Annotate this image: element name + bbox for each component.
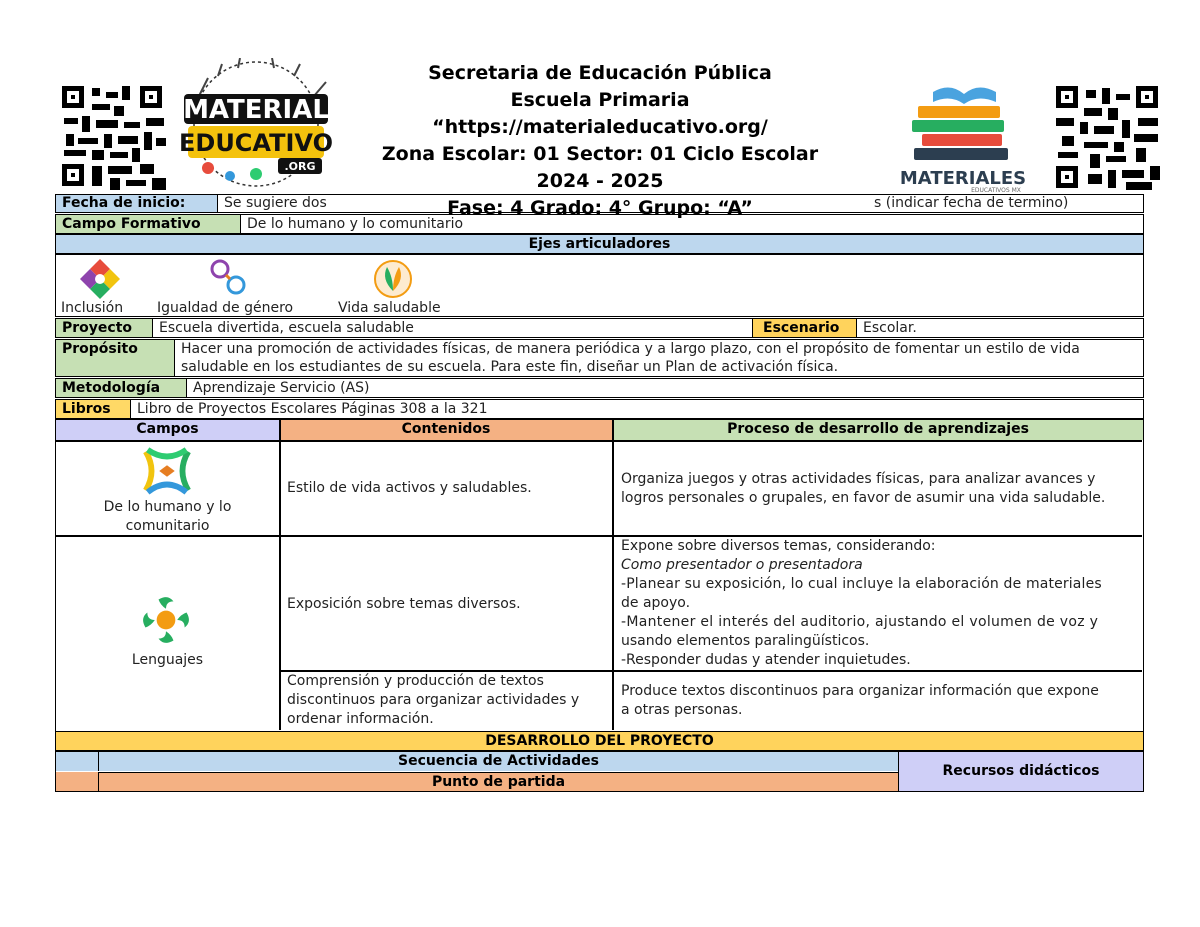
proposito-row (55, 339, 1144, 377)
campo-humano-label (56, 498, 279, 536)
materiales-educativos-logo (878, 80, 1048, 192)
punto-marker (56, 772, 98, 791)
metodologia-value: Aprendizaje Servicio (AS) (186, 379, 1143, 397)
contenido-estilo-vida: Estilo de vida activos y saludables. (287, 480, 532, 496)
secuencia-title: Secuencia de Actividades (98, 752, 898, 771)
contenido3-line-1: Comprensión y producción de textos (287, 673, 544, 689)
proceso2-line-6: usando elementos paralingüísticos. (621, 633, 870, 649)
metodologia-row (55, 378, 1144, 398)
header-contenidos: Contenidos (280, 420, 612, 440)
campo-humano-line-2: comunitario (125, 518, 210, 534)
campo-humano-line-1: De lo humano y lo (103, 499, 232, 515)
material-educativo-logo (178, 58, 334, 190)
header-line-4: Zona Escolar: 01 Sector: 01 Ciclo Escolar (381, 143, 819, 165)
proyecto-label: Proyecto (56, 319, 152, 337)
proceso2-line-1: Expone sobre diversos temas, considerando: (621, 538, 936, 554)
logo-text-educativos: EDUCATIVOS MX (971, 187, 1021, 192)
ejes-header (55, 234, 1144, 254)
logo-text-material: MATERIAL (183, 95, 329, 125)
proposito-line-2: saludable en los estudiantes de su escuela. Para este fin, diseñar un Plan de activación física. (181, 359, 839, 375)
libros-value: Libro de Proyectos Escolares Páginas 308 a la 321 (130, 400, 1143, 418)
header-line-6: Fase: 4 Grado: 4° Grupo: “A” (447, 197, 753, 219)
escenario-label: Escenario (752, 319, 856, 337)
libros-label: Libros (56, 400, 130, 418)
proyecto-value: Escuela divertida, escuela saludable (152, 319, 752, 337)
recursos-didacticos: Recursos didácticos (898, 752, 1143, 791)
libros-row (55, 399, 1144, 419)
header-line-2: Escuela Primaria (510, 89, 690, 111)
igualdad-genero-icon (206, 255, 250, 299)
humano-comunitario-icon (138, 442, 196, 500)
eje-inclusion: Inclusión (61, 300, 124, 316)
secuencia-marker (56, 752, 98, 771)
desarrollo-header (55, 731, 1144, 751)
header-proceso: Proceso de desarrollo de aprendizajes (613, 420, 1143, 440)
lenguajes-icon (138, 592, 194, 648)
proceso2-line-5: -Mantener el interés del auditorio, ajustando el volumen de voz y (621, 614, 1099, 630)
fecha-row (55, 194, 1144, 213)
secuencia-block (55, 751, 1144, 792)
fecha-label: Fecha de inicio: (56, 195, 217, 212)
proyecto-row (55, 318, 1144, 338)
campos-grid (55, 419, 1144, 732)
header-line-5: 2024 - 2025 (536, 170, 664, 192)
campo-formativo-row (55, 214, 1144, 234)
contenido-exposicion: Exposición sobre temas diversos. (287, 596, 521, 612)
campo-lenguajes-label: Lenguajes (131, 652, 204, 668)
proposito-label: Propósito (56, 340, 174, 376)
header-line-1: Secretaria de Educación Pública (428, 62, 772, 84)
contenido3-line-3: ordenar información. (287, 711, 434, 727)
proceso-expone (621, 537, 1141, 670)
fecha-value: Se sugiere dos (217, 195, 337, 212)
eje-vida-saludable: Vida saludable (338, 300, 441, 316)
desarrollo-title: DESARROLLO DEL PROYECTO (485, 733, 714, 749)
logo-text-materiales: MATERIALES (899, 168, 1027, 189)
proceso-organiza-juegos (621, 470, 1141, 508)
campo-formativo-value: De lo humano y lo comunitario (240, 215, 1143, 233)
proceso1-line-1: Organiza juegos y otras actividades físicas, para analizar avances y (621, 471, 1096, 487)
proposito-text (174, 340, 1143, 376)
logo-text-educativo: EDUCATIVO (179, 129, 333, 157)
campo-formativo-label: Campo Formativo (56, 215, 240, 233)
proceso2-line-4: de apoyo. (621, 595, 691, 611)
logo-text-org: .ORG (284, 160, 316, 173)
proposito-line-1: Hacer una promoción de actividades físicas, de manera periódica y a largo plazo, con el propósito de fomentar un estilo de vida (181, 341, 1080, 357)
proceso-produce-textos (621, 682, 1141, 720)
fecha-note: s (indicar fecha de termino) (874, 195, 1069, 211)
proceso2-line-2: Como presentador o presentadora (621, 557, 863, 573)
proceso2-line-3: -Planear su exposición, lo cual incluye la elaboración de materiales (621, 576, 1102, 592)
proceso1-line-2: logros personales o grupales, en favor de asumir una vida saludable. (621, 490, 1106, 506)
qr-code-left (62, 86, 166, 190)
vida-saludable-icon (371, 257, 415, 301)
escenario-value: Escolar. (856, 319, 1143, 337)
ejes-title: Ejes articuladores (528, 236, 671, 252)
inclusion-icon (78, 257, 122, 301)
header-campos: Campos (56, 420, 279, 440)
contenido-comprension (287, 672, 609, 729)
eje-igualdad-genero: Igualdad de género (157, 300, 294, 316)
contenido3-line-2: discontinuos para organizar actividades y (287, 692, 580, 708)
proceso2-line-7: -Responder dudas y atender inquietudes. (621, 652, 911, 668)
proceso3-line-2: a otras personas. (621, 702, 743, 718)
proceso3-line-1: Produce textos discontinuos para organizar información que expone (621, 683, 1099, 699)
metodologia-label: Metodología (56, 379, 186, 397)
header-line-3: “https://materialeducativo.org/ (432, 116, 768, 138)
punto-partida-title: Punto de partida (98, 772, 898, 791)
qr-code-right (1056, 86, 1162, 192)
ejes-row (55, 254, 1144, 317)
